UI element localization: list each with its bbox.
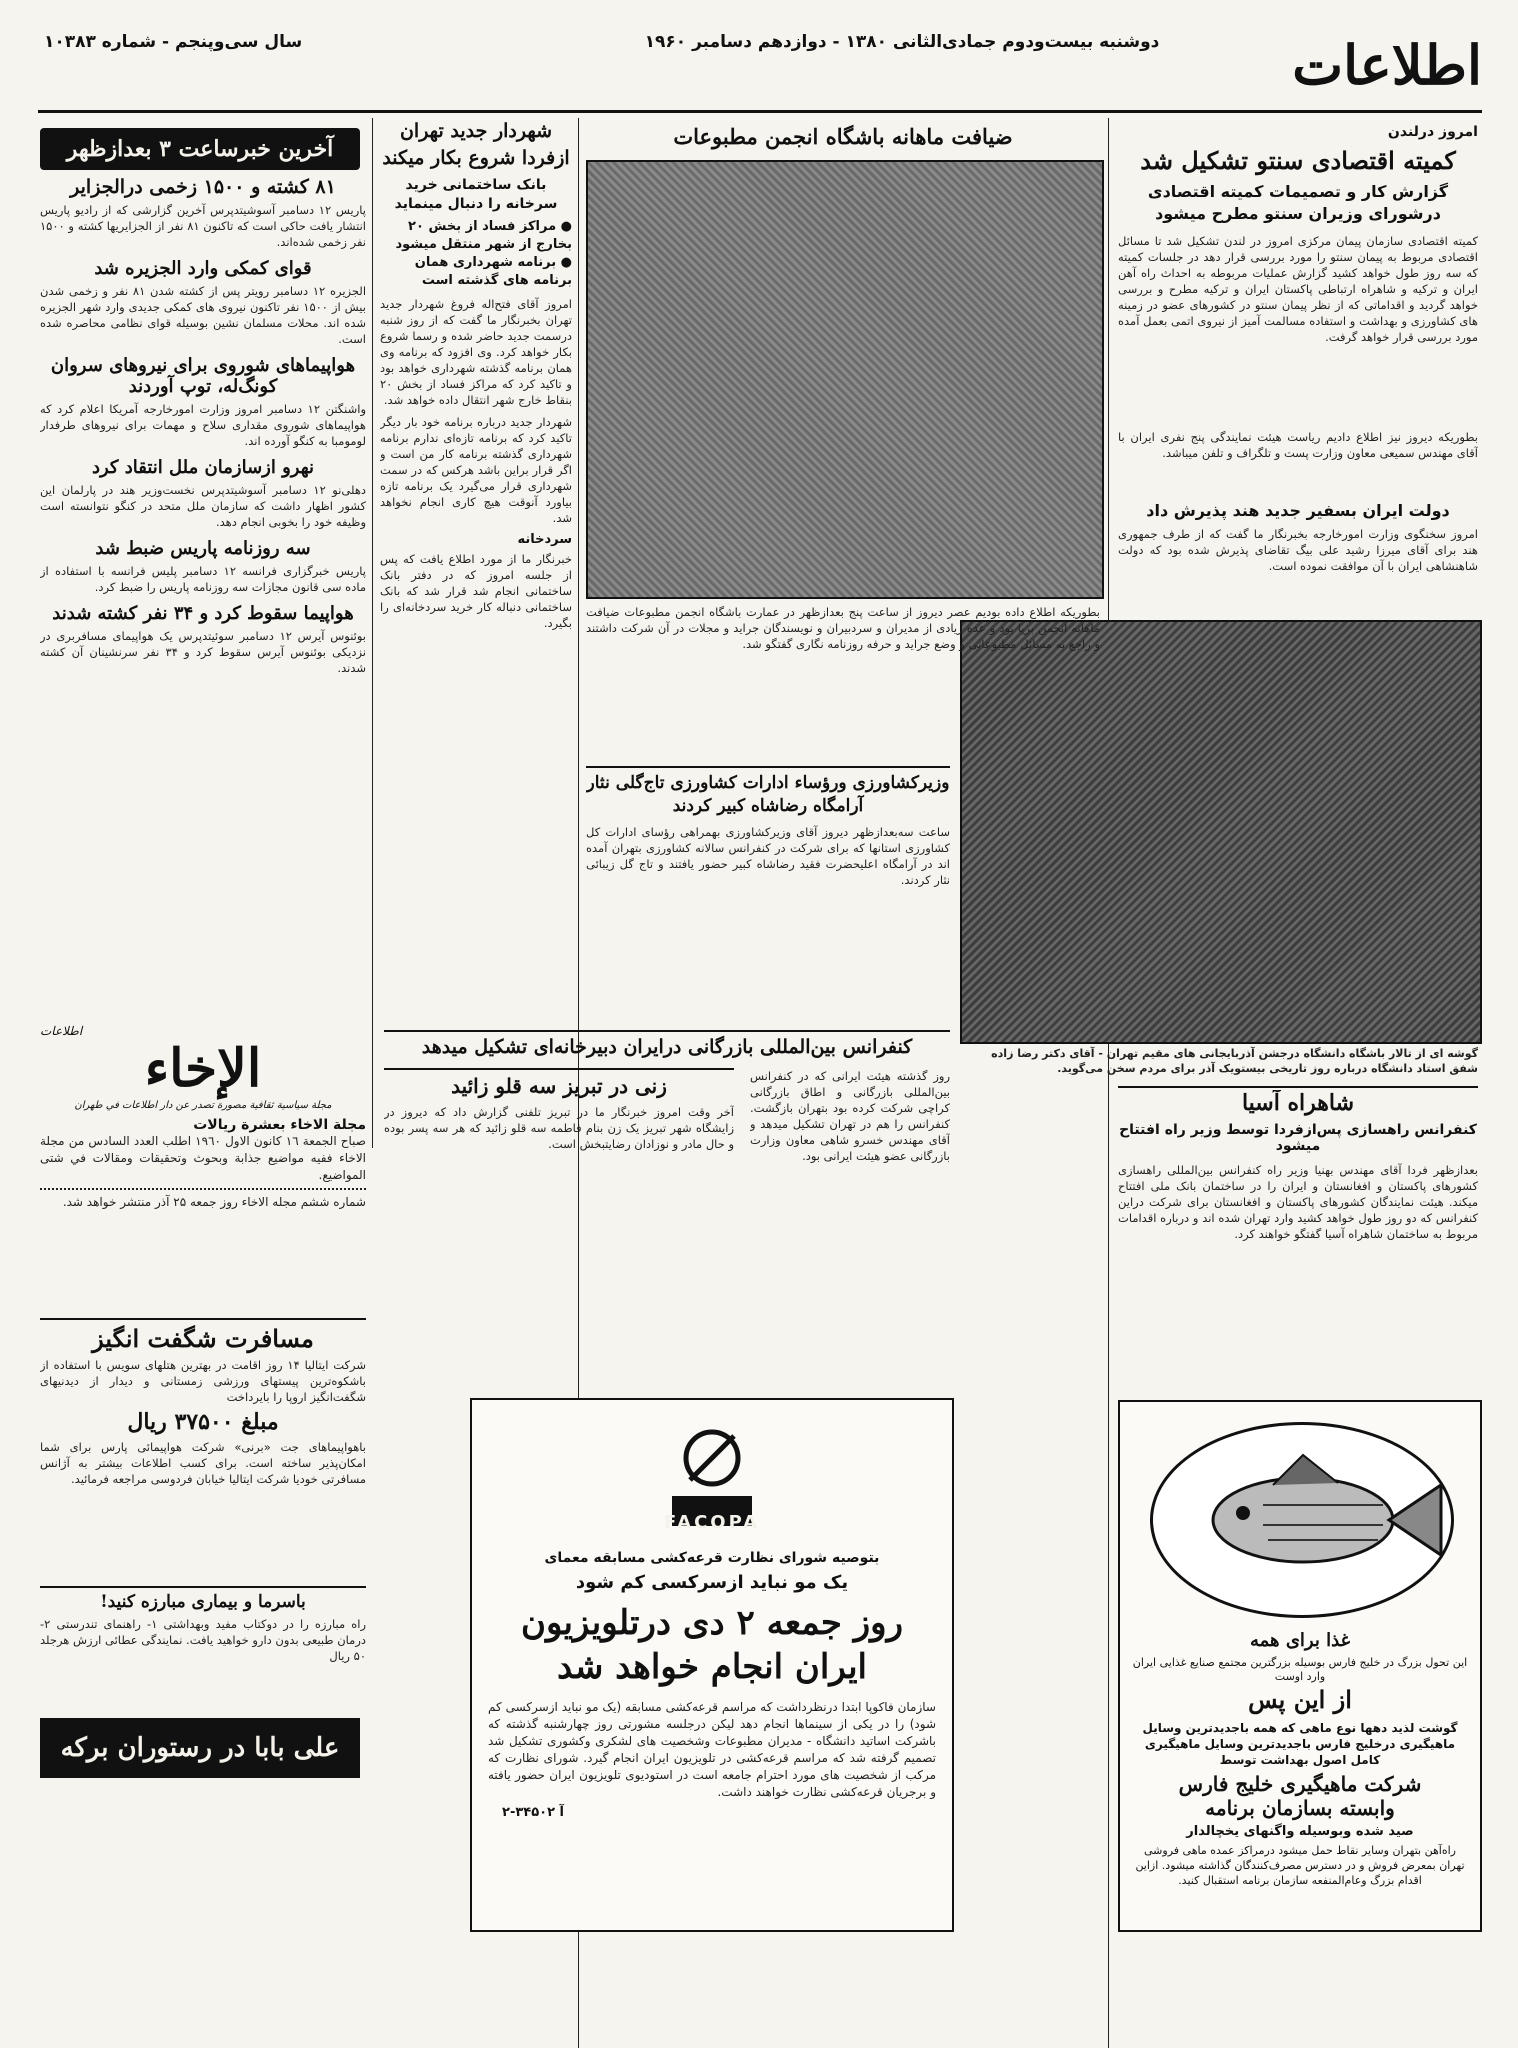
- masthead: [38, 26, 1482, 113]
- asia-kicker: شاهراه آسیا: [1241, 1090, 1355, 1116]
- latest-news-banner: آخرین خبرساعت ۳ بعدازظهر: [40, 128, 360, 170]
- facopa-line2: روز جمعه ۲ دی درتلویزیون: [520, 1603, 903, 1643]
- asia-headline: کنفرانس راهسازی پس‌ازفردا توسط وزیر راه افتتاح میشود: [1119, 1122, 1477, 1154]
- fish-ad-line1: این تحول بزرگ در خلیج فارس بوسیله بزرگترین مجتمع صنایع غذایی ایران: [1132, 1656, 1468, 1669]
- travel-body: شرکت ایتالیا ۱۴ روز اقامت در بهترین هتلهای سویس با استفاده از باشکوه‌ترین پیستهای ورزشی زمستانی و دیدار از دیدنیهای شگفت‌انگیز اروپا را بایرداخت: [40, 1358, 366, 1404]
- health-headline: باسرما و بیماری مبارزه کنید!: [100, 1592, 306, 1612]
- fish-advertisement: [1118, 1400, 1482, 1932]
- reinforcement-headline: قوای کمکی وارد الجزیره شد: [94, 258, 312, 279]
- mayor-subhead-2: سردخانه: [517, 532, 572, 547]
- paris-papers-body: پاریس خبرگزاری فرانسه ۱۲ دسامبر پلیس فرانسه با استفاده از ماده سی قانون مجازات سه روزنامه پاریس را ضبط کرد.: [40, 564, 366, 594]
- lead-subhead: گزارش کار و تصمیمات کمیته اقتصادی درشورای وزیران سنتو مطرح میشود: [1147, 182, 1449, 223]
- newspaper-logo: اطلاعات: [1292, 33, 1482, 97]
- lead-headline: کمیته اقتصادی سنتو تشکیل شد: [1140, 146, 1456, 175]
- travel-body-2: باهواپیماهای جت «برنی» شرکت هواپیمائی پارس برای شما امکان‌پذیر ساخته است. برای کسب اطلاعات بیشتر به آژانس مسافرتی خودیا شرکت ایتالیا خیابان فردوسی مراجعه فرمائید.: [40, 1440, 366, 1486]
- ekha-body-2: شماره ششم مجله الاخاء روز جمعه ۲۵ آذر منتشر خواهد شد.: [62, 1195, 366, 1209]
- agriculture-story: [586, 772, 950, 1022]
- health-books-advertisement: [40, 1586, 366, 1708]
- ali-baba-restaurant-ad: علی بابا در رستوران برکه: [40, 1718, 360, 1778]
- mayor-body-2: شهردار جدید درباره برنامه خود بار دیگر تاکید کرد که برنامه تازه‌ای ندارم برنامه شهرداری گذشته برنامه کار من است و اگر قرار براین باشد هرکس که در سمت شهرداری قرار می‌گیرد یک برنامه تازه بیاورد آنوقت هیچ کاری انجام نخواهد شد.: [380, 415, 572, 525]
- auditorium-photo-caption: گوشه ای از تالار باشگاه دانشگاه درجشن آذربایجانی های مقیم تهران - آقای دکتر رضا زاده شفق استاد دانشگاه درباره روز تاریخی بیستویک آذر برای مردم سخن می‌گوید.: [991, 1047, 1478, 1075]
- ekha-head: مجلة الاخاء بعشرة ريالات: [193, 1117, 366, 1133]
- mayor-bullet-text: مراکز فساد از بخش ۲۰ بخارج از شهر منتقل میشود: [395, 219, 572, 252]
- fish-ad-company: شرکت ماهیگیری خلیج فارس: [1178, 1772, 1422, 1796]
- nehru-headline: نهرو ازسازمان ملل انتقاد کرد: [91, 457, 315, 478]
- mayor-bullet-2: ● برنامه شهرداری همان برنامه های گذشته است: [414, 255, 572, 288]
- fish-ad-tagline: غذا برای همه: [1250, 1630, 1350, 1651]
- soviet-planes-headline: هواپیماهای شوروی برای نیروهای سروان: [50, 355, 356, 376]
- agriculture-headline: وزیرکشاورزی ورؤساء ادارات کشاورزی تاج‌گلی نثار آرامگاه رضاشاه کبیر کردند: [586, 773, 950, 816]
- fish-ad-company-2: وابسته بسازمان برنامه: [1205, 1796, 1395, 1820]
- ekha-stamp: اطلاعات: [40, 1024, 83, 1038]
- dotted-divider: [40, 1188, 366, 1190]
- triplets-story: [384, 1068, 734, 1398]
- algeria-headline: ۸۱ کشته و ۱۵۰۰ زخمی درالجزایر: [70, 176, 336, 198]
- fish-ad-desc: گوشت لذید دهها نوع ماهی که همه باجدیدترین وسایل ماهیگیری درخلیج فارس باجدیدترین وسایل ماهیگیری کامل اصول بهداشت توسط: [1142, 1721, 1458, 1767]
- reinforcement-body: الجزیره ۱۲ دسامبر رویتر پس از کشته شدن ۸۱ نفر و زخمی شدن بیش از ۱۵۰۰ نفر تاکنون نیروی های کمکی جدیدی وارد شهر الجزیره شده اند. محلات مسلمان نشین بوسیله قوای نظامی محاصره شده است.: [40, 284, 366, 346]
- facopa-brand: FACOPA: [663, 1512, 761, 1533]
- fish-illustration-frame: [1150, 1422, 1454, 1618]
- mayor-bullet-1: ● مراکز فساد از بخش ۲۰ بخارج از شهر منتقل میشود: [395, 219, 572, 252]
- health-body: راه مبارزه را در دوکتاب مفید وبهداشتی ۱- راهنمای تندرستی ۲- درمان طبیعی بدون دارو خواهید یافت. نمایندگی عطائی ارزش هرجلد ۵۰ ریال: [40, 1617, 366, 1663]
- ekha-title: الإخاء: [144, 1038, 262, 1099]
- commerce-conference-story: [384, 1036, 950, 1058]
- press-club-story: [586, 124, 1100, 149]
- story-kicker: امروز درلندن: [1387, 124, 1478, 140]
- facopa-phone: آ ۳۴۵۰۲-۲: [502, 1805, 565, 1820]
- ekha-subtitle: مجلة سياسية ثقافية مصورة تصدر عن دار اطلاعات في طهران: [74, 1100, 332, 1111]
- al-ekha-advertisement: [40, 1024, 366, 1314]
- mayor-bullet-text: برنامه شهرداری همان برنامه های گذشته است: [414, 255, 572, 288]
- india-ambassador-headline: دولت ایران بسفیر جدید هند پذیرش داد: [1146, 501, 1450, 520]
- facopa-advertisement: [470, 1398, 954, 1932]
- commerce-conference-headline: کنفرانس بین‌المللی بازرگانی درایران دبیرخانه‌ای تشکیل میدهد: [421, 1036, 913, 1058]
- press-club-body: بطوریکه اطلاع داده بودیم عصر دیروز از ساعت پنج بعدازظهر در عمارت باشگاه انجمن مطبوعات ضیافت ماهانه انجمن برپا بود و عده زیادی از مدیران و سردبیران و نویسندگان جراید و مجلات در آن شرکت داشتند و راجع به مسائل مطبوعاتی و وضع جراید و حرفه روزنامه نگاری گفتگو شد.: [586, 605, 1100, 651]
- fish-ad-fridge: صید شده وبوسیله واگنهای یخچالدار: [1186, 1824, 1414, 1839]
- facopa-sponsor: بتوصیه شورای نظارت قرعه‌کشی مسابقه معمای: [544, 1550, 880, 1566]
- fish-icon: [1153, 1425, 1451, 1615]
- fish-ad-line2: وارد اوست: [1274, 1670, 1326, 1683]
- facopa-line3: ایران انجام خواهد شد: [556, 1647, 867, 1687]
- dateline: دوشنبه بیست‌ودوم جمادی‌الثانی ۱۳۸۰ - دوازدهم دسامبر ۱۹۶۰: [644, 32, 1160, 52]
- india-ambassador-body: امروز سخنگوی وزارت امورخارجه بخبرنگار ما گفت که از طرف جمهوری هند برای آقای میرزا رشید علی بیگ تقاضای پذیرش شده بود که دولت شاهنشاهی ایران با آن موافقت نموده است.: [1118, 527, 1478, 573]
- facopa-line1: یک مو نباید ازسرکسی کم شود: [575, 1572, 849, 1593]
- mayor-story: [380, 118, 572, 1024]
- mayor-body-3: خبرنگار ما از مورد اطلاع یافت که پس از جلسه امروز که در دفتر بانک ساختمانی انجام شد قرار شد که بانک ساختمانی دنباله کار خرید سردخانه‌ای را بگیرد.: [380, 552, 572, 630]
- column-rule: [1108, 118, 1109, 2048]
- divider: [384, 1030, 950, 1032]
- paris-papers-headline: سه روزنامه پاریس ضبط شد: [95, 538, 311, 559]
- nehru-body: دهلی‌نو ۱۲ دسامبر آسوشیتدپرس نخست‌وزیر هند در پارلمان این کشور اظهار داشت که سازمان ملل متحد در کنگو نتوانسته است وظیفه خود را بخوبی انجام دهد.: [40, 483, 366, 529]
- mayor-body: امروز آقای فتح‌اله فروغ شهردار جدید تهران بخبرنگار ما گفت که از روز شنبه درسمت جدید حاضر شده و رسما شروع بکار خواهد کرد. وی افزود که برنامه وی همان برنامه گذشته شهرداری خواهد بود و تاکید کرد که مراکز فساد از بخش ۲۰ بنقاط خارج شهر انتقال داده خواهد شد.: [380, 297, 572, 407]
- lead-body: کمیته اقتصادی سازمان پیمان مرکزی امروز در لندن تشکیل شد تا مسائل اقتصادی مربوط به پیمان سنتو را مورد بررسی قرار دهد در جلسات کمیته که سه روز طول خواهد کشید گزارش عملیات مربوطه به احداث راه آهن ایران و ترکیه و شاهراه ارتباطی پاکستان ایران و ترکیه مطرح و بررسی خواهد گردید و اقداماتی که از نظر پیمان سنتو در کشورهای عضو در زمینه های کشاورزی و بهداشت و استفاده مسالمت آمیز از نیروی اتمی بعمل آمده مورد بررسی قرار خواهد گرفت.: [1118, 234, 1478, 344]
- latest-news-column: [40, 176, 366, 1016]
- soviet-planes-headline-2: کونگ‌له، توپ آوردند: [128, 376, 278, 397]
- fish-ad-brand: از این پس: [1248, 1685, 1352, 1714]
- issue-number: سال سی‌وپنجم - شماره ۱۰۳۸۳: [44, 32, 303, 52]
- asia-body: بعدازظهر فردا آقای مهندس بهنیا وزیر راه کنفرانس بین‌المللی راهسازی کشورهای پاکستان و افغانستان و ایران را در ساختمان بانک ملی افتتاح میکند. هیئت نمایندگان کشورهای پاکستان و افغانستان برای شرکت دراین کنفرانس که دو روز طول خواهد کشید وارد تهران شده اند و درباره اقدامات مربوط به ساختمان شاهراه آسیا گفتگو خواهند کرد.: [1118, 1163, 1478, 1241]
- banquet-photo: [586, 160, 1104, 599]
- triplets-headline: زنی در تبریز سه قلو زائید: [384, 1068, 734, 1098]
- fish-ad-footer: راه‌آهن بتهران وسایر نقاط حمل میشود درمراکز عمده ماهی فروشی تهران بمعرض فروش و در دسترس مصرف‌کنندگان گذاشته میشود. ازاین اقدام بزرگ وعام‌المنفعه سازمان برنامه استقبال کنید.: [1135, 1844, 1465, 1887]
- column-rule: [372, 118, 373, 1148]
- plane-crash-body: بوئنوس آیرس ۱۲ دسامبر سوئیتدپرس یک هواپیمای مسافربری در نزدیکی بوئنوس آیرس سقوط کرد و ۳۴ نفر سرنشینان آن کشته شدند.: [40, 629, 366, 675]
- facopa-body: سازمان فاکوپا ابتدا درنظرداشت که مراسم قرعه‌کشی مسابقه (یک مو نباید ازسرکسی کم شود) را در یکی از سینماها انجام دهد لیکن درجلسه مشورتی روز چهارشنبه گذشته که باشرکت اساتید دانشگاه - مدیران مطبوعات وشخصیت های لشکری وکشوری تشکیل شد تصمیم گرفته شد که مراسم قرعه‌کشی در تلویزیون ایران انجام گیرد. شورای نظارت که مرکب از شخصیت های مورد احترام جامعه است در استودیوی تلویزیون ایران حضور یافته و برجریان قرعه‌کشی نظارت خواهند داشت.: [488, 1700, 936, 1799]
- triplets-body: آخر وقت امروز خبرنگار ما در تبریز تلفنی گزارش داد که دیروز در زایشگاه شهر تبریز یک زن بنام فاطمه سه قلو زائید که هر سه پسر بوده و حال مادر و نوزادان رضایتبخش است.: [384, 1105, 734, 1151]
- agriculture-body: ساعت سه‌بعدازظهر دیروز آقای وزیرکشاورزی بهمراهی رؤسای ادارات کل کشاورزی استانها که برای شرکت در کنفرانس سالانه کشاورزی بتهران آمده اند در آرامگاه اعلیحضرت فقید رضاشاه کبیر حضور یافتند و تاج گل زیبائی نثار کردند.: [586, 825, 950, 887]
- asia-highway-story: [1118, 1090, 1478, 1400]
- travel-advertisement: [40, 1318, 366, 1582]
- commerce-conference-body: روز گذشته هیئت ایرانی که در کنفرانس بین‌المللی بازرگانی و اطاق بازرگانی کراچی شرکت کرده بود بتهران بازگشت. کنفرانس را هم در تهران تشکیل میدهد و آقای مهندس خسرو شاهی معاون وزارت بازرگانی عضو هیئت ایرانی بود.: [750, 1069, 950, 1163]
- mayor-subhead: بانک ساختمانی خرید سرخانه را دنبال مینماید: [394, 177, 558, 212]
- lead-body-2: بطوریکه دیروز نیز اطلاع دادیم ریاست هیئت نمایندگی پنج نفری ایران با آقای مهندس سمیعی معاون وزارت پست و تلگراف و تلفن میباشد.: [1118, 430, 1478, 460]
- divider: [1118, 1086, 1478, 1088]
- algeria-body: پاریس ۱۲ دسامبر آسوشیتدپرس آخرین گزارشی که از رادیو پاریس انتشار یافت حاکی است که تاکنون ۸۱ نفر از الجزایریها کشته و ۱۵۰۰ نفر زخمی شده‌اند.: [40, 203, 366, 249]
- press-club-headline: ضیافت ماهانه باشگاه انجمن مطبوعات: [673, 124, 1013, 149]
- travel-headline: مسافرت شگفت انگیز: [92, 1324, 314, 1353]
- ekha-body: صباح الجمعة ١٦ كانون الاول ١٩٦٠ اطلب العدد السادس من مجلة الاخاء ففيه مواضيع جذابة وبحوث وتحقيقات ومقالات في شتى المواضيع.: [40, 1134, 366, 1182]
- divider: [586, 766, 950, 768]
- mayor-headline: شهردار جدید تهران ازفردا شروع بکار میکند: [382, 120, 570, 169]
- plane-crash-headline: هواپیما سقوط کرد و ۳۴ نفر کشته شدند: [52, 603, 354, 624]
- soviet-planes-body: واشنگتن ۱۲ دسامبر امروز وزارت امورخارجه آمریکا اعلام کرد که هواپیماهای شوروی مقداری سلاح و مهمات برای نیروهای طرفدار لومومبا به کنگو آورده اند.: [40, 402, 366, 448]
- travel-price: مبلغ ۳۷۵۰۰ ریال: [127, 1409, 279, 1435]
